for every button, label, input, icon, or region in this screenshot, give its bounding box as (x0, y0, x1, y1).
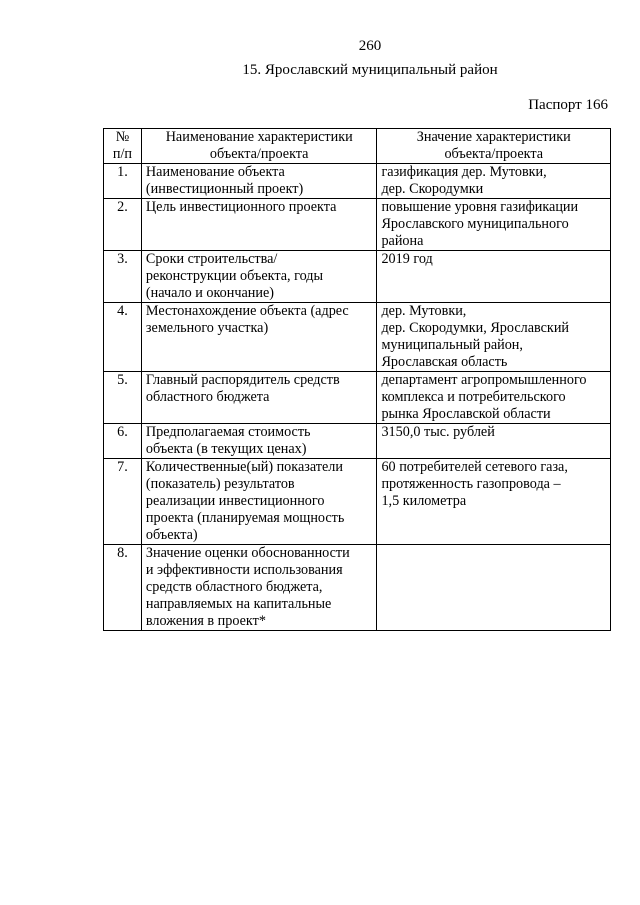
table-row (104, 372, 611, 424)
row-number: 1. (104, 164, 142, 199)
table-header-row (104, 129, 611, 164)
passport-label: Паспорт 166 (528, 97, 608, 113)
row-name: Количественные(ый) показатели (показатель) результатов реализации инвестиционного проекта (планируемая мощность объекта) (141, 459, 377, 545)
table-row (104, 251, 611, 303)
row-number: 8. (104, 545, 142, 631)
header-characteristic-value: Значение характеристики объекта/проекта (377, 129, 611, 164)
row-value: газификация дер. Мутовки, дер. Скородумки (377, 164, 611, 199)
row-name: Цель инвестиционного проекта (141, 199, 377, 251)
row-name: Главный распорядитель средств областного бюджета (141, 372, 377, 424)
table-row (104, 199, 611, 251)
table-row (104, 303, 611, 372)
row-number: 7. (104, 459, 142, 545)
row-number: 3. (104, 251, 142, 303)
row-name: Наименование объекта (инвестиционный проект) (141, 164, 377, 199)
row-name: Сроки строительства/ реконструкции объекта, годы (начало и окончание) (141, 251, 377, 303)
row-value (377, 545, 611, 631)
row-value: 60 потребителей сетевого газа, протяженность газопровода – 1,5 километра (377, 459, 611, 545)
row-value: дер. Мутовки, дер. Скородумки, Ярославский муниципальный район, Ярославская область (377, 303, 611, 372)
row-number: 4. (104, 303, 142, 372)
table-row (104, 459, 611, 545)
row-name: Предполагаемая стоимость объекта (в текущих ценах) (141, 424, 377, 459)
header-number: № п/п (104, 129, 142, 164)
row-value: 2019 год (377, 251, 611, 303)
table-row (104, 545, 611, 631)
table-row (104, 424, 611, 459)
row-number: 5. (104, 372, 142, 424)
page-number: 260 (358, 38, 382, 54)
section-title: 15. Ярославский муниципальный район (242, 62, 498, 78)
row-value: повышение уровня газификации Ярославского муниципального района (377, 199, 611, 251)
passport-table (103, 128, 611, 631)
row-name: Местонахождение объекта (адрес земельного участка) (141, 303, 377, 372)
row-value: департамент агропромышленного комплекса и потребительского рынка Ярославской области (377, 372, 611, 424)
table-row (104, 164, 611, 199)
row-value: 3150,0 тыс. рублей (377, 424, 611, 459)
row-name: Значение оценки обоснованности и эффективности использования средств областного бюджета, направляемых на капитальные вложения в проект* (141, 545, 377, 631)
header-characteristic-name: Наименование характеристики объекта/проекта (141, 129, 377, 164)
row-number: 2. (104, 199, 142, 251)
row-number: 6. (104, 424, 142, 459)
